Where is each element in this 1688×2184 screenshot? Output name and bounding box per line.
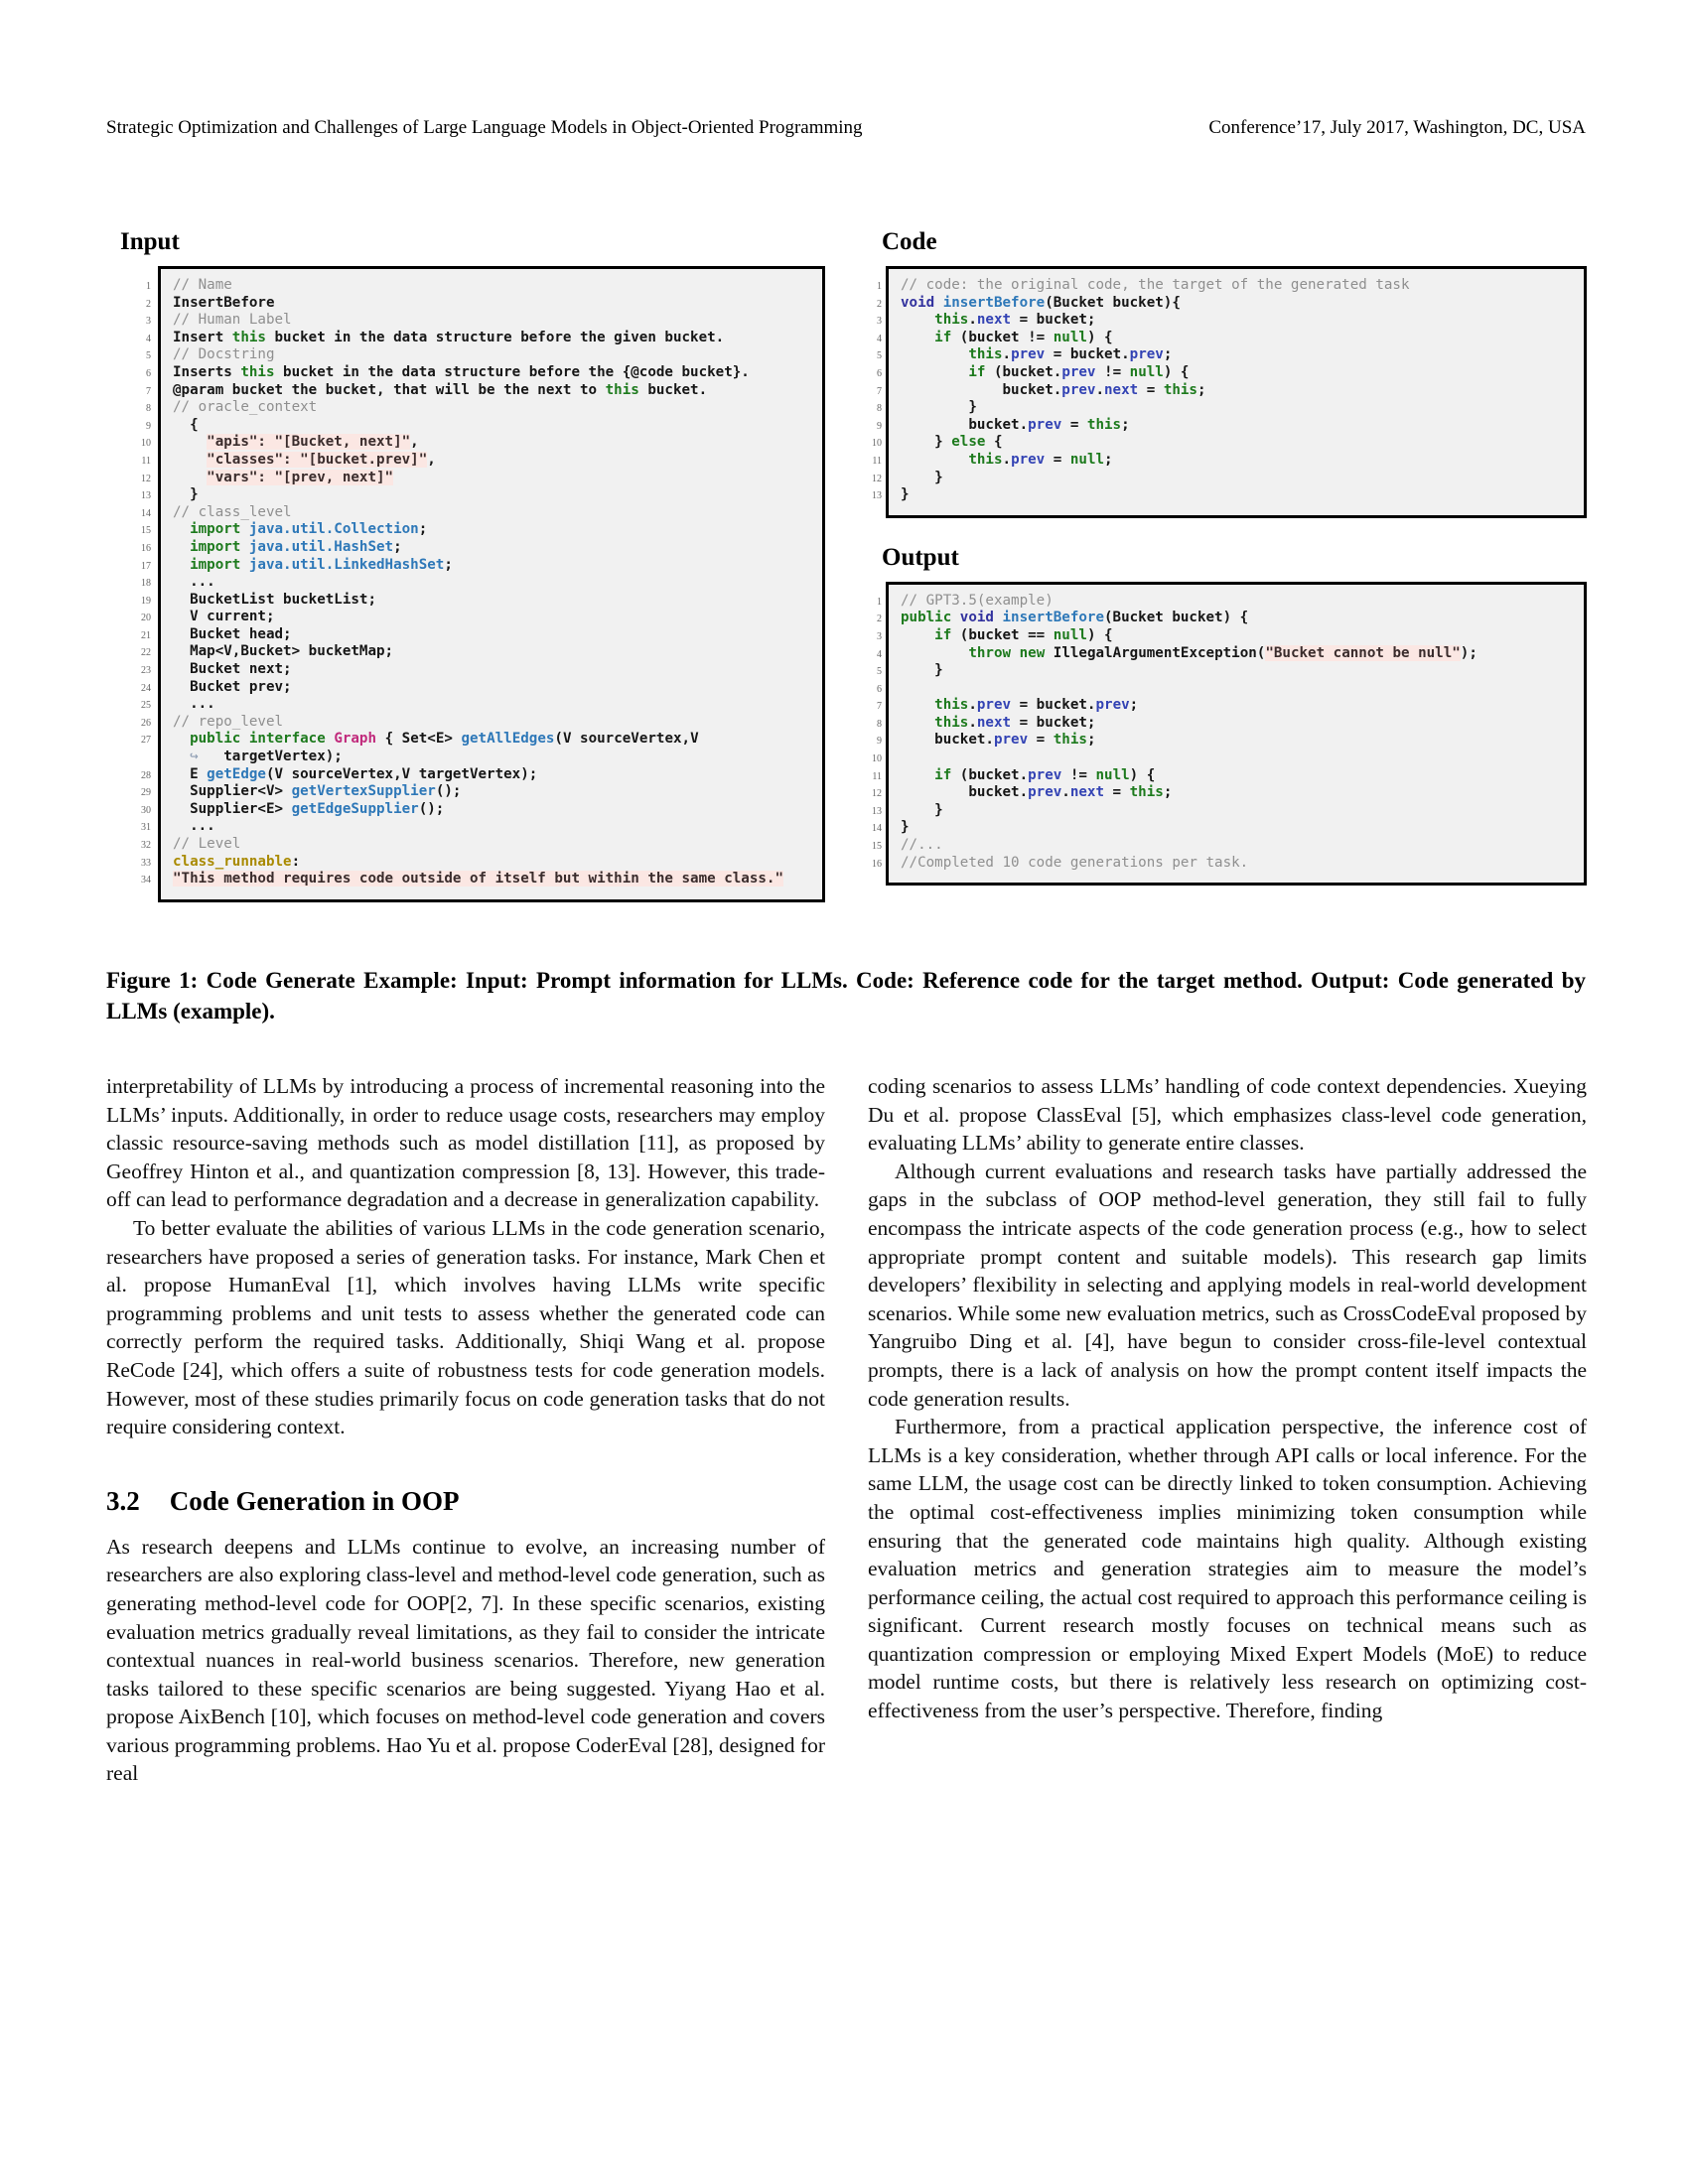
code-line: Bucket head; (173, 625, 292, 642)
line-number: 31 (141, 822, 151, 834)
line-number: 4 (877, 648, 882, 660)
section-title: Code Generation in OOP (169, 1485, 460, 1516)
line-number: 21 (141, 629, 151, 641)
code-line: this.next = bucket; (934, 714, 1096, 731)
code-line: public void insertBefore(Bucket bucket) { (901, 610, 1249, 626)
figure-code-output-column (868, 228, 1587, 886)
code-line: // Level (173, 836, 241, 852)
code-line: ... (173, 696, 215, 713)
code-line: Insert this bucket in the data structure before the given bucket. (173, 329, 725, 345)
code-line: } (901, 801, 943, 818)
line-number: 10 (872, 753, 882, 765)
line-number: 8 (146, 403, 151, 415)
line-number: 3 (877, 316, 882, 328)
code-line: Supplier<E> getEdgeSupplier(); (173, 800, 445, 817)
code-line: class_runnable: (173, 853, 301, 870)
code-line: InsertBefore (173, 294, 275, 311)
code-line: BucketList bucketList; (173, 591, 376, 608)
code-line: } (901, 662, 943, 679)
line-number: 5 (146, 350, 151, 362)
code-line: throw new IllegalArgumentException("Bucket cannot be null"); (968, 644, 1477, 661)
code-line: ... (173, 574, 215, 591)
section-number: 3.2 (106, 1485, 140, 1516)
line-number: 10 (872, 438, 882, 450)
line-number: 19 (141, 595, 151, 607)
input-line-numbers (106, 266, 158, 889)
code-line: import java.util.LinkedHashSet; (190, 556, 453, 573)
code-line: //Completed 10 code generations per task. (901, 854, 1249, 871)
paragraph: Furthermore, from a practical application perspective, the inference cost of LLMs is a key consideration, whether through API calls or local inference. For the same LLM, the usage cost can be directly linked to token consumption. Achieving the optimal cost-effectiveness implies minimizing token consumption while ensuring that the generated code maintains high quality. Although existing evaluation metrics and generation strategies aim to measure the model’s performance ceiling, the actual cost required to approach this performance ceiling is significant. Current research mostly focuses on technical means such as quantization compression or employing Mixed Expert Models (MoE) to reduce model runtime costs, but there is relatively less research on optimizing cost-effectiveness from the user’s perspective. Therefore, finding (868, 1415, 1587, 1723)
code-line: if (bucket == null) { (934, 626, 1113, 643)
code-line: // oracle_context (173, 399, 318, 416)
code-line: "vars": "[prev, next]" (207, 469, 394, 485)
line-number: 12 (872, 788, 882, 800)
paragraph: interpretability of LLMs by introducing a process of incremental reasoning into the LLMs’ inputs. Additionally, in order to reduce usage costs, researchers may employ classic resource-saving methods such as model distillation [11], as proposed by Geoffrey Hinton et al., and quantization compression [8, 13]. However, this trade-off can lead to performance degradation and a decrease in generalization capability. (106, 1074, 825, 1212)
running-head-title: Strategic Optimization and Challenges of Large Language Models in Object-Oriented Programming (106, 117, 863, 138)
code-line: bucket.prev.next = this; (901, 381, 1206, 398)
line-number: 20 (141, 613, 151, 624)
code-line: this.prev = bucket.prev; (934, 697, 1139, 714)
line-number: 11 (872, 770, 882, 782)
line-number: 7 (877, 701, 882, 713)
line-number: 1 (877, 596, 882, 608)
line-number: 2 (877, 298, 882, 310)
code-line: Inserts this bucket in the data structure before the {@code bucket}. (173, 363, 750, 380)
line-number: 9 (877, 736, 882, 748)
line-number: 2 (146, 298, 151, 310)
code-line: this.prev = null; (968, 451, 1113, 468)
line-number: 11 (872, 455, 882, 467)
line-number: 14 (872, 823, 882, 835)
line-number: 29 (141, 787, 151, 799)
code-line: Bucket next; (173, 661, 292, 678)
line-number: 4 (877, 333, 882, 344)
code-line: } (901, 469, 943, 485)
code-line: // GPT3.5(example) (901, 592, 1054, 609)
line-number: 26 (141, 717, 151, 729)
line-number: 18 (141, 578, 151, 590)
code-line: // class_level (173, 503, 292, 520)
code-line: bucket.prev.next = this; (901, 784, 1173, 801)
line-number: 10 (141, 438, 151, 450)
output-code-listing (868, 582, 1587, 887)
line-number: 30 (141, 804, 151, 816)
line-number: 32 (141, 840, 151, 851)
line-number: 13 (872, 490, 882, 502)
reference-code-listing (868, 266, 1587, 518)
line-number: 1 (146, 281, 151, 292)
body-left-column (106, 1072, 825, 1788)
line-number: 16 (141, 542, 151, 554)
input-code-listing (106, 266, 825, 902)
line-number: 6 (877, 367, 882, 379)
line-number: 28 (141, 769, 151, 781)
code-line: void insertBefore(Bucket bucket){ (901, 294, 1181, 311)
line-number: 27 (141, 735, 151, 747)
code-line: V current; (173, 609, 275, 625)
line-number: 6 (146, 367, 151, 379)
section-heading (106, 1485, 825, 1517)
code-line: } (901, 399, 977, 416)
line-number: 8 (877, 403, 882, 415)
code-line: if (bucket.prev != null) { (934, 766, 1156, 783)
line-number: 7 (146, 385, 151, 397)
code-line: this.next = bucket; (934, 312, 1096, 329)
code-line: Supplier<V> getVertexSupplier(); (173, 783, 462, 800)
code-line: if (bucket.prev != null) { (968, 363, 1190, 380)
figure-caption: Figure 1: Code Generate Example: Input: Prompt information for LLMs. Code: Reference code for the target method. Output: Code generated by LLMs (example). (106, 968, 1586, 1024)
code-line: // repo_level (173, 713, 284, 730)
running-head-conference: Conference’17, July 2017, Washington, DC, USA (1208, 117, 1586, 138)
line-number: 11 (141, 455, 151, 467)
code-line: // Human Label (173, 312, 292, 329)
line-number: 6 (877, 683, 882, 695)
paragraph: As research deepens and LLMs continue to evolve, an increasing number of researchers are also exploring class-level and method-level code generation, such as generating method-level code for OOP[2, 7]. In these specific scenarios, existing evaluation metrics gradually reveal limitations, as they fail to consider the intricate contextual nuances in real-world business scenarios. Therefore, new generation tasks tailored to these specific scenarios are being suggested. Yiyang Hao et al. propose AixBench [10], which focuses on method-level code generation and covers various programming problems. Hao Yu et al. propose CoderEval [28], designed for real (106, 1534, 825, 1786)
line-number: 22 (141, 647, 151, 659)
line-number: 13 (141, 490, 151, 502)
line-number: 16 (872, 858, 882, 870)
code-line (901, 750, 1578, 767)
code-line: bucket.prev = this; (901, 416, 1130, 433)
line-number: 1 (877, 281, 882, 292)
code-line: bucket.prev = this; (901, 732, 1096, 749)
line-number: 3 (146, 316, 151, 328)
code-line: Map<V,Bucket> bucketMap; (173, 643, 394, 660)
output-code-box (886, 582, 1587, 887)
input-listing-title: Input (120, 228, 180, 255)
paragraph: Although current evaluations and research tasks have partially addressed the gaps in the subclass of OOP method-level generation, they still fail to fully encompass the intricate aspects of the code generation process (e.g., how to select appropriate prompt content and suitable models). This research gap limits developers’ flexibility in selecting and applying models in real-world development scenarios. While some new evaluation metrics, such as CrossCodeEval proposed by Yangruibo Ding et al. [4], have begun to consider cross-file-level contextual prompts, there is a lack of analysis on how the prompt content itself impacts the code generation results. (868, 1159, 1587, 1411)
line-number: 15 (141, 525, 151, 537)
line-number: 23 (141, 665, 151, 677)
line-number: 9 (877, 420, 882, 432)
line-number: 5 (877, 350, 882, 362)
body-right-column (868, 1072, 1587, 1725)
line-number: 5 (877, 666, 882, 678)
output-listing-title: Output (882, 543, 959, 571)
code-line: } (173, 486, 199, 503)
code-line-numbers (868, 266, 886, 505)
code-listing-title: Code (882, 228, 937, 255)
line-number: 9 (146, 420, 151, 432)
line-number: 13 (872, 805, 882, 817)
running-head (106, 117, 1586, 139)
line-number: 2 (877, 614, 882, 625)
code-line: "apis": "[Bucket, next]", (207, 434, 419, 451)
paragraph: To better evaluate the abilities of various LLMs in the code generation scenario, researchers have proposed a series of generation tasks. For instance, Mark Chen et al. propose HumanEval [1], which involves having LLMs write specific programming problems and unit tests to assess whether the generated code can correctly perform the required tasks. Additionally, Shiqi Wang et al. propose ReCode [24], which offers a suite of robustness tests for code generation models. However, most of these studies primarily focus on code generation tasks that do not require considering context. (106, 1215, 825, 1439)
line-number (106, 750, 151, 767)
code-line: //... (901, 837, 943, 854)
code-line: // code: the original code, the target of the generated task (901, 277, 1410, 293)
code-line: public interface Graph { Set<E> getAllEdges(V sourceVertex,V (190, 731, 699, 748)
line-number: 14 (141, 507, 151, 519)
code-line: import java.util.HashSet; (190, 538, 402, 555)
code-line: } (901, 486, 910, 503)
code-line: // Docstring (173, 346, 275, 363)
output-line-numbers (868, 582, 886, 874)
code-line: E getEdge(V sourceVertex,V targetVertex); (173, 765, 538, 782)
line-number: 17 (141, 560, 151, 572)
line-number: 12 (872, 473, 882, 484)
code-line: import java.util.Collection; (190, 521, 428, 538)
code-line: ↪ targetVertex); (190, 749, 343, 765)
code-line: "This method requires code outside of itself but within the same class." (173, 871, 783, 887)
line-number: 15 (872, 841, 882, 853)
line-number: 34 (141, 875, 151, 887)
code-line: } else { (901, 434, 1003, 451)
code-code-box (886, 266, 1587, 518)
code-line: } (901, 819, 910, 836)
code-line: "classes": "[bucket.prev]", (207, 451, 436, 468)
code-line: ... (173, 818, 215, 835)
code-line: Bucket prev; (173, 678, 292, 695)
line-number: 8 (877, 718, 882, 730)
line-number: 7 (877, 385, 882, 397)
code-line: if (bucket != null) { (934, 329, 1113, 345)
line-number: 25 (141, 700, 151, 712)
line-number: 12 (141, 473, 151, 484)
code-line: // Name (173, 277, 232, 293)
line-number: 4 (146, 333, 151, 344)
paragraph: coding scenarios to assess LLMs’ handling of code context dependencies. Xueying Du et al. propose ClassEval [5], which emphasizes class-level code generation, evaluating LLMs’ ability to generate entire classes. (868, 1074, 1587, 1156)
code-line: @param bucket the bucket, that will be the next to this bucket. (173, 381, 708, 398)
line-number: 24 (141, 682, 151, 694)
figure-input-column (106, 228, 825, 902)
code-line: { (173, 416, 199, 433)
code-line: this.prev = bucket.prev; (968, 346, 1173, 363)
code-line (901, 680, 1578, 698)
input-code-box (158, 266, 825, 902)
line-number: 3 (877, 630, 882, 642)
line-number: 33 (141, 857, 151, 869)
